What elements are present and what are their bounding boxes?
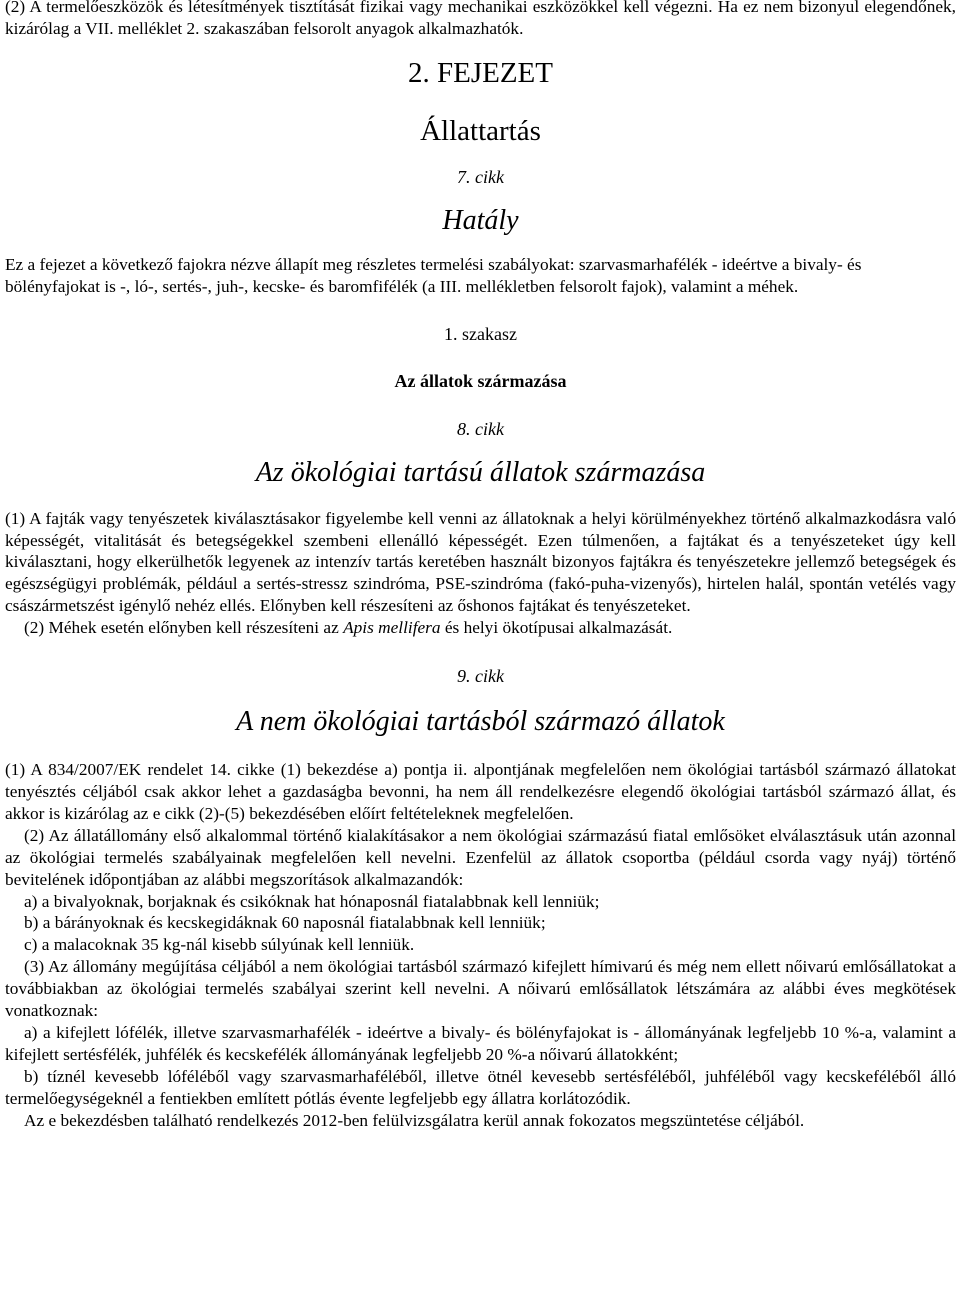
article-9-label: 9. cikk [457, 666, 504, 687]
section-1-label: 1. szakasz [444, 323, 517, 344]
species-name: Apis mellifera [343, 618, 441, 638]
article-9-p3-item-a: a) a kifejlett lófélék, illetve szarvasmarhafélék - ideértve a bivaly- és bölényfajokat is - állományának legfeljebb 10 %-a, valamint a kifejlett sertésfélék, juhfélék és kecskefélék állományának legfeljebb 20 %-a nőivarú állatokként; [5, 1022, 956, 1064]
article-7-title: Hatály [442, 204, 519, 236]
article-8-paragraph-2 [5, 617, 956, 639]
article-9-p3-note: Az e bekezdésben található rendelkezés 2012-ben felülvizsgálatra kerül annak fokozatos megszüntetése céljából. [24, 1110, 805, 1130]
chapter-title: Állattartás [420, 114, 541, 147]
article-8-label: 8. cikk [457, 418, 504, 439]
article-8-title: Az ökológiai tartású állatok származása [255, 456, 706, 488]
article-8-p2-before: (2) Méhek esetén előnyben kell részesíteni az [24, 618, 344, 638]
article-7-text: Ez a fejezet a következő fajokra nézve állapít meg részletes termelési szabályokat: szarvasmarhafélék - ideértve a bivaly- és bölényfajokat is -, ló-, sertés-, juh-, kecske- és baromfifélék (a III. mellékletben felsorolt fajok), valamint a méhek. [5, 254, 862, 296]
article-9-paragraph-2: (2) Az állatállomány első alkalommal történő kialakításakor a nem ökológiai származású fiatal emlősöket elválasztásuk után azonnal az ökológiai termelés szabályainak megfelelően kell nevelni. Ezenfelül az állatok csoportba (például csorda vagy nyáj) történő bevitelének időpontjában az alábbi megszorítások alkalmazandók: [5, 825, 956, 889]
article-8-p2-after: és helyi ökotípusai alkalmazását. [440, 618, 673, 638]
article-9-item-a: a) a bivalyoknak, borjaknak és csikóknak hat hónaposnál fiatalabbnak kell lenniük; [24, 891, 600, 911]
article-9-paragraph-3: (3) Az állomány megújítása céljából a nem ökológiai tartásból származó kifejlett hímivarú és még nem ellett nőivarú emlősállatokat a továbbiakban az ökológiai termelés szabályai szerint kell nevelni. A nőivarú emlősállatok létszámára az alábbi éves megkötések vonatkoznak: [5, 957, 956, 1021]
article-9-paragraph-1: (1) A 834/2007/EK rendelet 14. cikke (1) bekezdése a) pontja ii. alpontjának megfelelően nem ökológiai tartásból származó állatokat tenyésztés céljából csak akkor lehet a gazdaságba bevonni, ha nem áll rendelkezésre elegendő ökológiai tartásból származó állat, és akkor is kizárólag az e cikk (2)-(5) bekezdésében előírt feltételeknek megfelelően. [5, 760, 956, 823]
article-8-paragraph-1: (1) A fajták vagy tenyészetek kiválasztásakor figyelembe kell venni az állatoknak a helyi körülményekhez történő alkalmazkodásra való képességét, vitalitását és betegségekkel szembeni ellenálló képességét. Ezen túlmenően, a fajtákat és a tenyészeteket úgy kell kiválasztani, hogy elkerülhetők legyenek az intenzív tartás keretében használt bizonyos fajtákra és tenyészetekre jellemző betegségek és egészségügyi problémák, például a sertés-stressz szindróma, PSE-szindróma (fakó-puha-vizenyős), hirtelen halál, spontán vetélés vagy császármetszést igénylő nehéz ellés. Előnyben kell részesíteni az őshonos fajtákat és tenyészeteket. [5, 508, 956, 616]
article-7-label: 7. cikk [457, 166, 504, 187]
section-1-title: Az állatok származása [394, 370, 567, 391]
article-9-title: A nem ökológiai tartásból származó állatok [236, 706, 725, 738]
article-9-item-c: c) a malacoknak 35 kg-nál kisebb súlyúnak kell lenniük. [24, 935, 415, 955]
article-9-item-b: b) a bárányoknak és kecskegidáknak 60 naposnál fiatalabbnak kell lenniük; [24, 913, 546, 933]
intro-paragraph: (2) A termelőeszközök és létesítmények tisztítását fizikai vagy mechanikai eszközökkel kell végezni. Ha ez nem bizonyul elegendőnek, kizárólag a VII. melléklet 2. szakaszában felsorolt anyagok alkalmazhatók. [5, 0, 956, 38]
article-9-p3-item-b: b) tíznél kevesebb lóféléből vagy szarvasmarhaféléből, illetve ötnél kevesebb sertésféléből, juhféléből vagy kecskeféléből álló termelőegységeknél a fentiekben említett pótlás évente legfeljebb egy állatra korlátozódik. [5, 1066, 956, 1108]
chapter-number: 2. FEJEZET [408, 56, 553, 89]
